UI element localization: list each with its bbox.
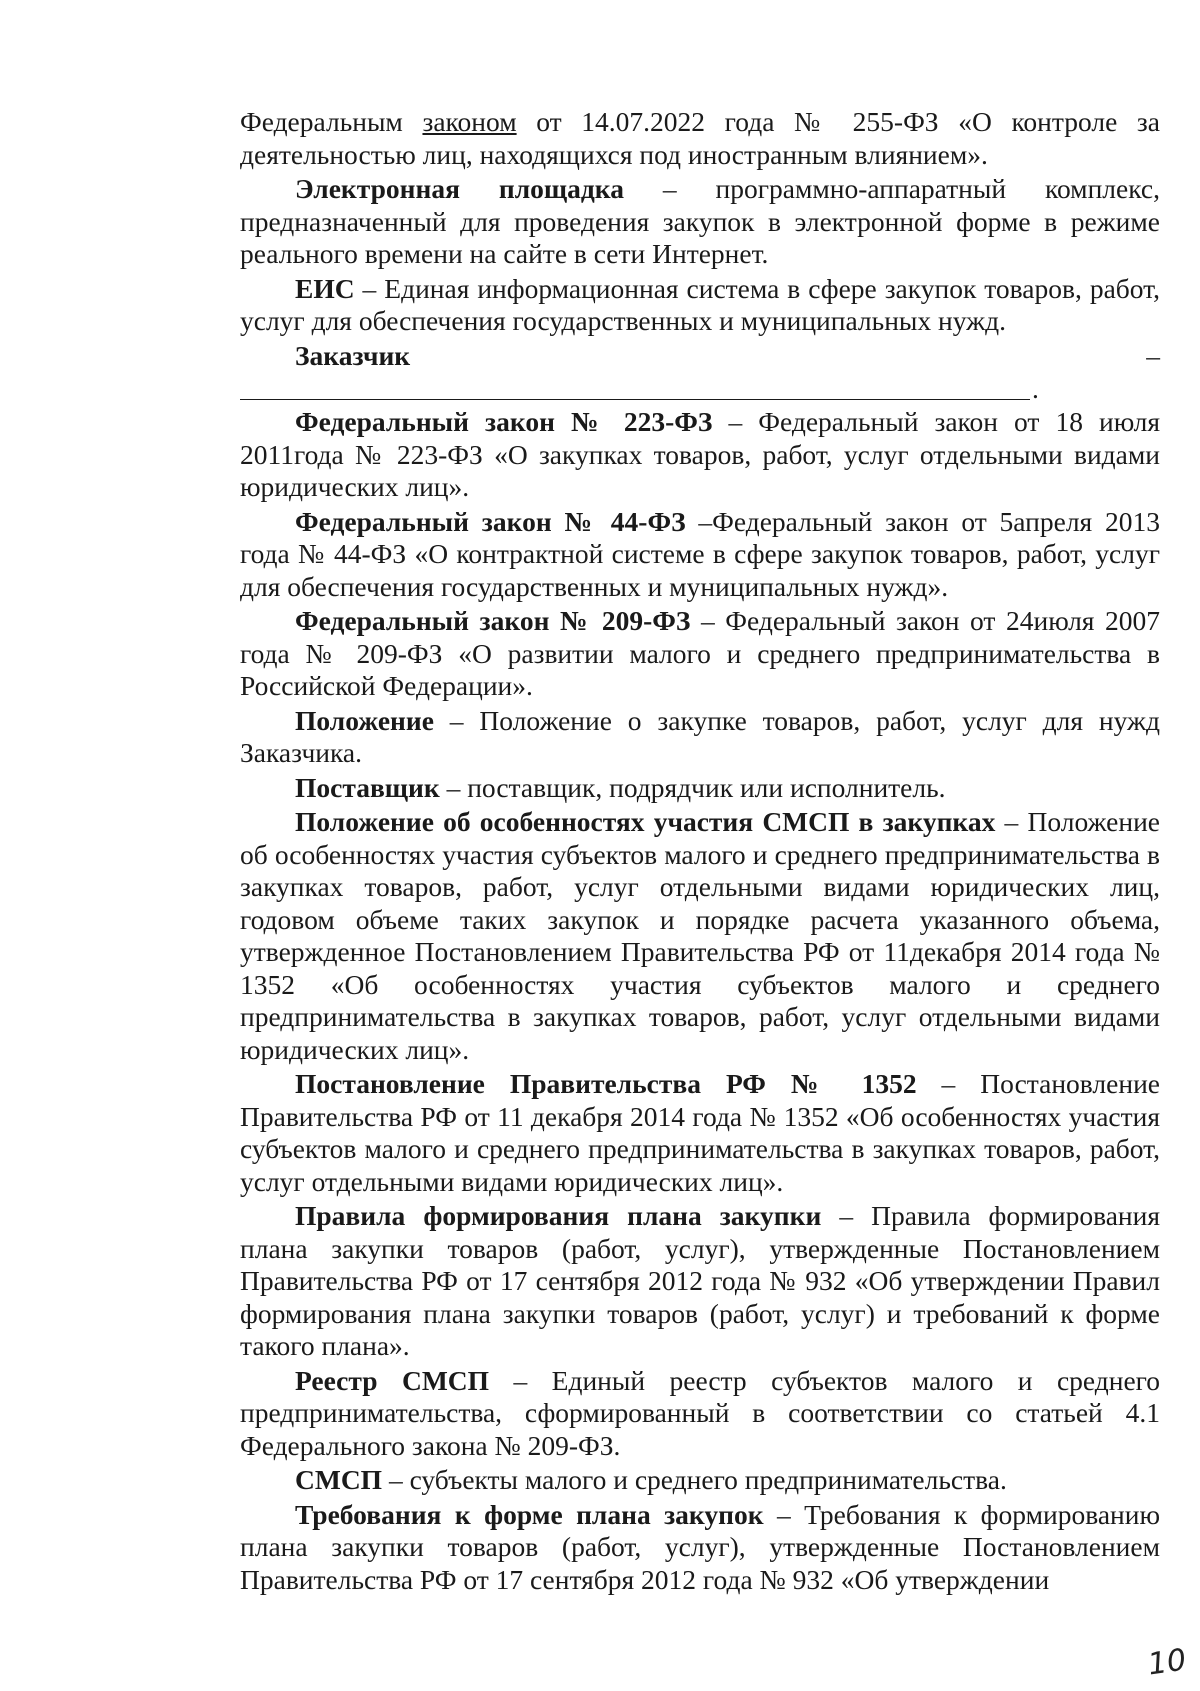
- definition-text: Правила формирования плана закупки товаров (работ, услуг), утвержденные Постановлением Правительства РФ от 17 сентября 2012 года № 932 «Об утверждении Правил формирования плана закупки товаров (работ, услуг) и требований к форме такого плана».: [240, 1200, 1160, 1361]
- customer-blank-row: [240, 372, 1160, 406]
- definition-dash: –: [690, 605, 726, 636]
- definition-dash: –: [916, 1068, 981, 1099]
- definition-term: Постановление Правительства РФ № 1352: [295, 1068, 917, 1099]
- document-body: [240, 106, 1160, 1598]
- definition-text: поставщик, подрядчик или исполнитель.: [467, 771, 946, 803]
- definition-text: Постановление Правительства РФ от 11 декабря 2014 года № 1352 «Об особенностях участия субъектов малого и среднего предпринимательства в закупках товаров, работ, услуг отдельными видами юридических лиц».: [240, 1068, 1160, 1197]
- definition-dash: –: [995, 806, 1028, 837]
- definition-text: Единая информационная система в сфере закупок товаров, работ, услуг для обеспечения государственных и муниципальных нужд.: [240, 272, 1160, 336]
- definition-term: Реестр СМСП: [295, 1364, 490, 1396]
- definition-paragraph: [240, 1365, 1160, 1463]
- definition-paragraph: [240, 1499, 1160, 1597]
- definition-dash: –: [821, 1200, 872, 1231]
- definition-text: Федеральный закон от 5апреля 2013 года № 44-ФЗ «О контрактной системе в сфере закупок товаров, работ, услуг для обеспечения государственных и муниципальных нужд».: [240, 505, 1160, 602]
- intro-text-start: Федеральным: [240, 106, 423, 137]
- definition-term: Положение: [295, 704, 434, 736]
- definition-paragraph: [240, 1464, 1160, 1497]
- customer-dash: –: [1146, 339, 1160, 371]
- customer-term: Заказчик: [295, 339, 411, 371]
- definition-text: субъекты малого и среднего предпринимательства.: [409, 1464, 1007, 1495]
- definition-term: Федеральный закон № 44-ФЗ: [295, 505, 686, 537]
- definition-dash: –: [439, 771, 468, 803]
- definition-term: Требования к форме плана закупок: [295, 1498, 764, 1530]
- customer-blank-line: [240, 379, 1030, 400]
- definition-text: Федеральный закон от 24июля 2007 года № 209-ФЗ «О развитии малого и среднего предпринимательства в Российской Федерации».: [240, 605, 1160, 701]
- definition-dash: –: [685, 505, 713, 537]
- definition-term: Правила формирования плана закупки: [295, 1200, 822, 1231]
- page-number: 10: [1145, 1642, 1189, 1683]
- customer-blank-end: .: [1032, 372, 1039, 404]
- definition-term: Поставщик: [295, 771, 440, 803]
- definition-text: программно-аппаратный комплекс, предназначенный для проведения закупок в электронной форме в режиме реального времени на сайте в сети Интернет.: [240, 173, 1160, 269]
- definition-term: ЕИС: [295, 272, 355, 304]
- definition-term: Федеральный закон № 209-ФЗ: [295, 605, 691, 636]
- definition-paragraph: [240, 1200, 1160, 1363]
- customer-definition: [240, 340, 1160, 373]
- definition-paragraph: [240, 273, 1160, 338]
- definition-paragraph: [240, 1068, 1160, 1198]
- definition-term: СМСП: [295, 1464, 383, 1495]
- definition-paragraph: [240, 772, 1160, 805]
- definition-paragraph: [240, 705, 1160, 770]
- definition-text: Положение о закупке товаров, работ, услуг для нужд Заказчика.: [240, 704, 1161, 768]
- definition-dash: –: [433, 704, 480, 736]
- intro-paragraph: [240, 106, 1160, 171]
- law-link[interactable]: законом: [422, 106, 517, 137]
- definition-text: Положение об особенностях участия субъектов малого и среднего предпринимательства в закупках товаров, работ, услуг отдельными видами юридических лиц, годовом объеме таких закупок и порядке расчета указанного объема, утвержденное Постановлением Правительства РФ от 11декабря 2014 года № 1352 «Об особенностях участия субъектов малого и среднего предпринимательства в закупках товаров, работ, услуг отдельными видами юридических лиц».: [240, 806, 1161, 1065]
- definition-paragraph: [240, 605, 1160, 703]
- definition-term: Федеральный закон № 223-ФЗ: [295, 406, 713, 437]
- definition-text: Единый реестр субъектов малого и среднего предпринимательства, сформированный в соответствии со статьей 4.1 Федерального закона № 209-ФЗ.: [240, 1364, 1161, 1461]
- definition-dash: –: [382, 1464, 410, 1495]
- definition-paragraph: [240, 406, 1160, 504]
- definition-text: Требования к формированию плана закупки товаров (работ, услуг), утвержденные Постановлением Правительства РФ от 17 сентября 2012 года № 932 «Об утверждении: [240, 1498, 1161, 1595]
- definition-text: Федеральный закон от 18 июля 2011года № 223-ФЗ «О закупках товаров, работ, услуг отдельными видами юридических лиц».: [240, 406, 1160, 502]
- definition-dash: –: [763, 1498, 805, 1530]
- definition-dash: –: [712, 406, 759, 437]
- intro-text-end: от 14.07.2022 года № 255-ФЗ «О контроле за деятельностью лиц, находящихся под иностранным влиянием».: [240, 106, 1160, 170]
- definition-term: Положение об особенностях участия СМСП в закупках: [295, 806, 996, 837]
- definition-term: Электронная площадка: [295, 173, 624, 204]
- definition-dash: –: [489, 1364, 552, 1396]
- definition-dash: –: [623, 173, 716, 204]
- definition-paragraph: [240, 806, 1160, 1066]
- definition-paragraph: [240, 173, 1160, 271]
- definition-paragraph: [240, 506, 1160, 604]
- definition-dash: –: [354, 272, 385, 304]
